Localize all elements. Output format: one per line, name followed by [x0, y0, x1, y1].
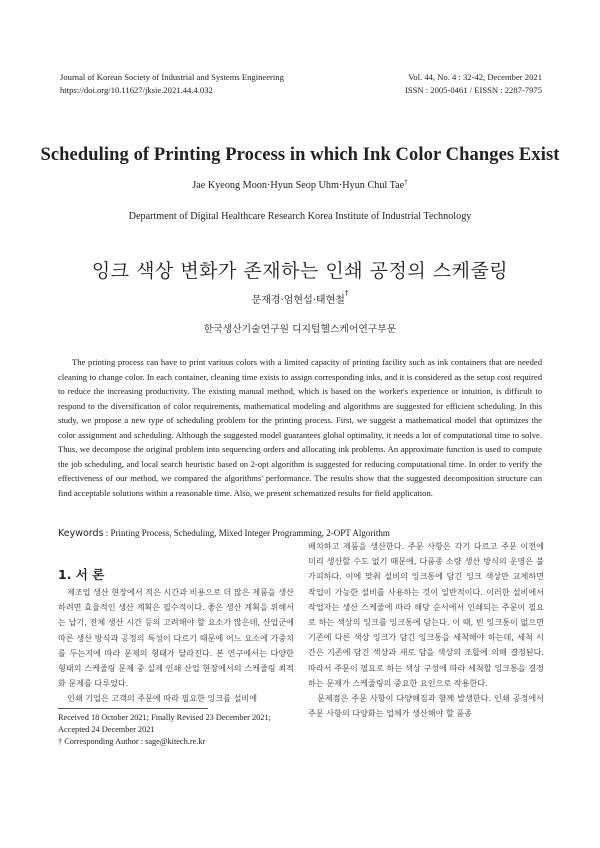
issn-info: ISSN : 2005-0461 / EISSN : 2287-7975: [404, 85, 542, 95]
accepted-date: Accepted 24 December 2021: [58, 725, 155, 735]
doi-link[interactable]: https://doi.org/10.11627/jksie.2021.44.4.032: [60, 85, 213, 95]
volume-info: Vol. 44, No. 4 : 32-42, December 2021: [408, 72, 542, 82]
affiliation-korean: 한국생산기술연구원 디지털헬스케어연구부문: [203, 324, 397, 335]
body-paragraph: 제조업 생산 현장에서 적은 시간과 비용으로 더 많은 제품을 생산하려면 효율적인 생산 계획은 필수적이다. 좋은 생산 계획을 위해서는 납기, 전체 생산 시간 등의 고려해야 할 요소가 많은데, 산업군에 따른 생산 방식과 공정의 특성이 다르기 때문에 어느 요소에 가중치를 두는지에 따라 문제의 형태가 달라진다. 본 연구에서는 다양한 형태의 스케줄링 문제 중 실제 인쇄 산업 현장에서의 스케줄링 최적화 문제를 다루었다.: [58, 587, 294, 689]
authors-english-names: Jae Kyeong Moon·Hyun Seop Uhm·Hyun Chul Tae: [192, 180, 405, 191]
body-column-right: [308, 539, 544, 721]
paper-title-korean: 잉크 색상 변화가 존재하는 인쇄 공정의 스케줄링: [91, 260, 509, 282]
keywords-text: : Printing Process, Scheduling, Mixed Integer Programming, 2-OPT Algorithm: [103, 528, 390, 538]
corresponding-author[interactable]: † Corresponding Author : sage@kitech.re.kr: [58, 737, 206, 747]
paper-title-english: Scheduling of Printing Process in which Ink Color Changes Exist: [40, 145, 560, 165]
authors-korean-names: 문재경·엄현섭·태현철: [251, 295, 345, 306]
journal-name: Journal of Korean Society of Industrial and Systems Engineering: [60, 72, 284, 82]
keywords-line: [58, 528, 542, 539]
section-heading-introduction: 1. 서 론: [58, 567, 105, 582]
authors-english: [0, 180, 600, 191]
body-paragraph: 문제점은 주문 사항이 다양해짐과 함께 발생한다. 인쇄 공정에서 주문 사항의 다양화는 업체가 생산해야 할 품종: [308, 693, 544, 719]
authors-korean: [0, 291, 600, 306]
journal-header: [60, 71, 284, 97]
footnote-divider: [58, 708, 208, 709]
keywords-label: Keywords: [58, 528, 104, 539]
received-date: Received 18 October 2021; Finally Revised 23 December 2021;: [58, 713, 271, 722]
abstract: [58, 355, 542, 500]
affiliation-english: Department of Digital Healthcare Research Korea Institute of Industrial Technology: [128, 211, 472, 222]
issue-header: [405, 71, 542, 97]
abstract-text: The printing process can have to print various colors with a limited capacity of printing facility such as ink containers that are needed cleaning to change color. In each container, cleaning time exists to assign corresponding inks, and it is considered as the setup cost required to reduce the increasing productivity. The existing manual method, which is based on the worker's experience or intuition, is difficult to respond to the diversification of color requirements, mathematical modeling and algorithms are suggested for efficient scheduling. In this study, we propose a new type of scheduling problem for the printing process. First, we suggest a mathematical model that optimizes the color assignment and scheduling. Although the suggested model guarantees global optimality, it needs a lot of computational time to solve. Thus, we decompose the original problem into sequencing orders and allocating ink problems. An approximate function is used to compute the job scheduling, and local search heuristic based on 2-opt algorithm is suggested for reducing computational time. In order to verify the effectiveness of our method, we compared the algorithms' performance. The results show that the suggested decomposition structure can find acceptable solutions within a reasonable time. Also, we present schematized results for field application.: [58, 357, 542, 498]
dagger-mark-korean: †: [344, 289, 349, 297]
dagger-mark: †: [404, 178, 408, 186]
body-paragraph: 인쇄 기업은 고객의 주문에 따라 필요한 잉크를 설비에: [67, 693, 258, 704]
body-paragraph: 배치하고 제품을 생산한다. 주문 사항은 각기 다르고 주문 이전에 미리 생산할 수도 없기 때문에, 다품종 소량 생산 방식의 운영은 불가피하다. 이에 맞춰 설비의 잉크통에 담긴 잉크 색상만 교체하면 작업이 가능한 설비를 사용하는 것이 일반적이다. 이러한 설비에서 작업자는 생산 스케줄에 따라 해당 순서에서 인쇄되는 주문이 필요로 하는 색상의 잉크를 잉크통에 담는다. 이 때, 빈 잉크통이 없으면 기존에 다른 색상 잉크가 담긴 잉크통을 세척해야 하는데, 세척 시간은 기존에 담긴 색상과 새로 담을 색상의 조합에 의해 결정된다. 따라서 주문이 필요로 하는 색상 구성에 따라 세척할 잉크통을 결정하는 문제가 스케줄링의 중요한 요인으로 작용한다.: [308, 541, 544, 688]
body-column-left: [58, 585, 294, 707]
footnote: [58, 712, 298, 749]
